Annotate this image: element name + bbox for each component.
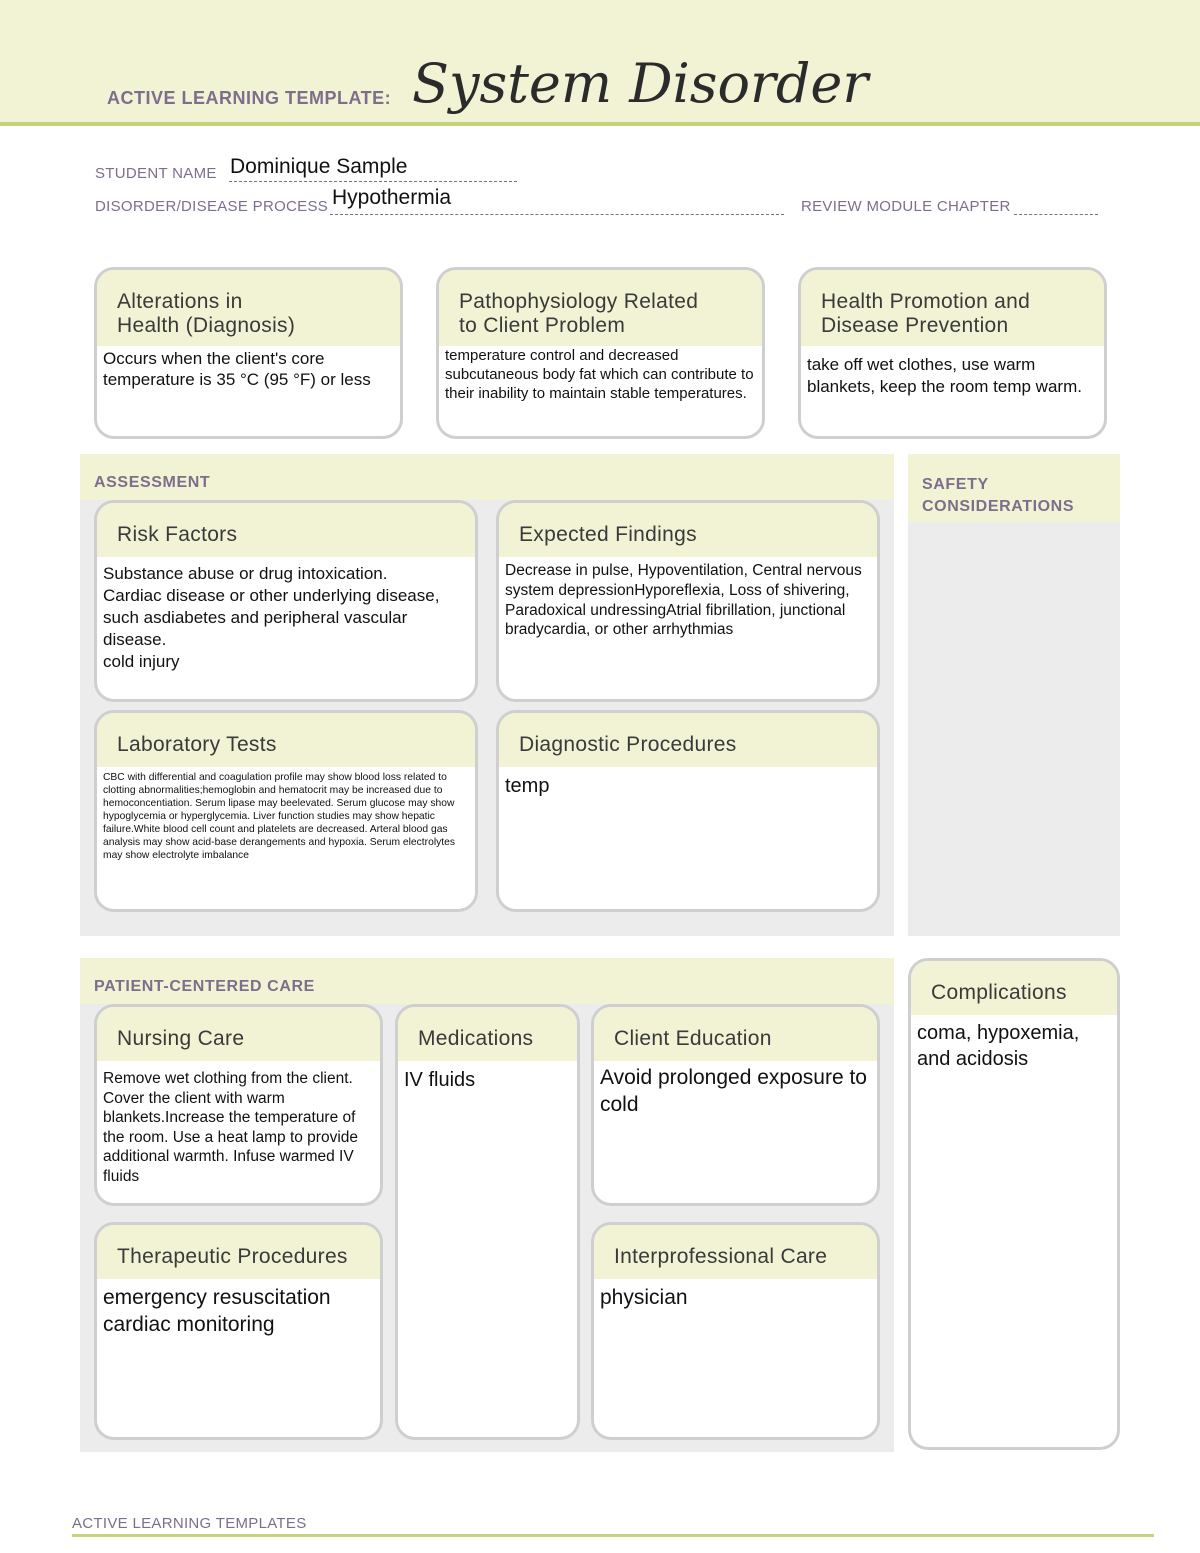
therapeutic-procedures-line1: emergency resuscitation <box>103 1286 331 1309</box>
medications-heading: Medications <box>398 1007 577 1061</box>
assessment-title: ASSESSMENT <box>94 474 211 491</box>
pathophysiology-box <box>436 267 765 439</box>
diagnostic-procedures-text[interactable]: temp <box>505 775 550 797</box>
student-name-field[interactable]: Dominique Sample <box>230 155 408 178</box>
interprofessional-care-heading: Interprofessional Care <box>594 1225 877 1279</box>
disorder-field[interactable]: Hypothermia <box>332 186 452 209</box>
disorder-line <box>330 214 784 215</box>
risk-factors-box <box>94 500 478 702</box>
laboratory-tests-text[interactable]: CBC with differential and coagulation profile may show blood loss related to clotting abnormalities;hemoglobin and hematocrit may be increased due to hemoconcentiation. Serum lipase may beelevated. Serum glucose may show hypoglycemia or hyperglycemia. Liver function studies may show hepatic failure.White blood cell count and platelets are decreased. Arteral blood gas analysis may show acid-base derangements and hypoxia. Serum electrolytes may show electrolyte imbalance <box>103 772 455 862</box>
health-promotion-title-line1: Health Promotion and <box>821 290 1031 313</box>
safety-title-line1: SAFETY <box>922 476 989 493</box>
health-promotion-heading <box>801 270 1104 346</box>
expected-findings-text[interactable]: Decrease in pulse, Hypoventilation, Central nervous system depressionHyporeflexia, Loss of shivering, Paradoxical undressingAtrial fibrillation, junctional bradycardia, or other arrhythmias <box>505 562 862 639</box>
risk-factors-heading: Risk Factors <box>97 503 475 557</box>
nursing-care-text[interactable]: Remove wet clothing from the client. Cover the client with warm blankets.Increase the temperature of the room. Use a heat lamp to provide additional warmth. Infuse warmed IV fluids <box>103 1070 359 1185</box>
client-education-text[interactable]: Avoid prolonged exposure to cold <box>600 1066 867 1116</box>
pathophysiology-heading <box>439 270 762 346</box>
therapeutic-procedures-box <box>94 1222 383 1440</box>
header-rule <box>0 122 1200 126</box>
medications-box <box>395 1004 580 1440</box>
expected-findings-box <box>496 500 880 702</box>
footer-rule <box>72 1534 1154 1537</box>
expected-findings-heading: Expected Findings <box>499 503 877 557</box>
pathophysiology-title-line2: to Client Problem <box>459 314 626 338</box>
nursing-care-heading: Nursing Care <box>97 1007 380 1061</box>
laboratory-tests-box <box>94 710 478 912</box>
template-label: ACTIVE LEARNING TEMPLATE: <box>107 88 392 108</box>
alterations-box <box>94 267 403 439</box>
risk-factors-line2: Cardiac disease or other underlying disease, such asdiabetes and peripheral vascular disease. <box>103 586 440 650</box>
alterations-title-line2: Health (Diagnosis) <box>117 314 296 338</box>
client-education-box <box>591 1004 880 1206</box>
pathophysiology-text[interactable]: temperature control and decreased subcutaneous body fat which can contribute to their inability to maintain stable temperatures. <box>445 347 754 403</box>
client-education-heading: Client Education <box>594 1007 877 1061</box>
student-name-label: STUDENT NAME <box>95 165 217 182</box>
alterations-heading <box>97 270 400 346</box>
health-promotion-box <box>798 267 1107 439</box>
health-promotion-text[interactable]: take off wet clothes, use warm blankets, keep the room temp warm. <box>807 355 1082 396</box>
therapeutic-procedures-heading: Therapeutic Procedures <box>97 1225 380 1279</box>
complications-heading: Complications <box>911 961 1117 1015</box>
alterations-title-line1: Alterations in <box>117 290 243 313</box>
footer-label: ACTIVE LEARNING TEMPLATES <box>72 1515 307 1532</box>
medications-text[interactable]: IV fluids <box>404 1069 476 1091</box>
student-name-line <box>229 181 517 182</box>
safety-title <box>922 474 1074 519</box>
therapeutic-procedures-text[interactable] <box>97 1279 380 1339</box>
risk-factors-text[interactable] <box>97 557 475 673</box>
interprofessional-care-box <box>591 1222 880 1440</box>
safety-title-line2: CONSIDERATIONS <box>922 498 1075 516</box>
pathophysiology-title-line1: Pathophysiology Related <box>459 290 699 313</box>
template-title: System Disorder <box>412 52 869 115</box>
review-chapter-field[interactable] <box>1014 214 1098 215</box>
interprofessional-care-text[interactable]: physician <box>600 1286 688 1309</box>
diagnostic-procedures-heading: Diagnostic Procedures <box>499 713 877 767</box>
patient-care-title: PATIENT-CENTERED CARE <box>94 978 315 995</box>
complications-box <box>908 958 1120 1450</box>
complications-text[interactable]: coma, hypoxemia, and acidosis <box>917 1022 1080 1070</box>
review-chapter-label: REVIEW MODULE CHAPTER <box>801 198 1011 215</box>
disorder-label: DISORDER/DISEASE PROCESS <box>95 198 329 215</box>
risk-factors-line1: Substance abuse or drug intoxication. <box>103 564 388 583</box>
alterations-text[interactable]: Occurs when the client's core temperature is 35 °C (95 °F) or less <box>103 349 371 390</box>
nursing-care-box <box>94 1004 383 1206</box>
therapeutic-procedures-line2: cardiac monitoring <box>103 1312 275 1336</box>
safety-panel <box>908 454 1120 936</box>
laboratory-tests-heading: Laboratory Tests <box>97 713 475 767</box>
diagnostic-procedures-box <box>496 710 880 912</box>
risk-factors-line3: cold injury <box>103 652 180 672</box>
health-promotion-title-line2: Disease Prevention <box>821 314 1009 338</box>
